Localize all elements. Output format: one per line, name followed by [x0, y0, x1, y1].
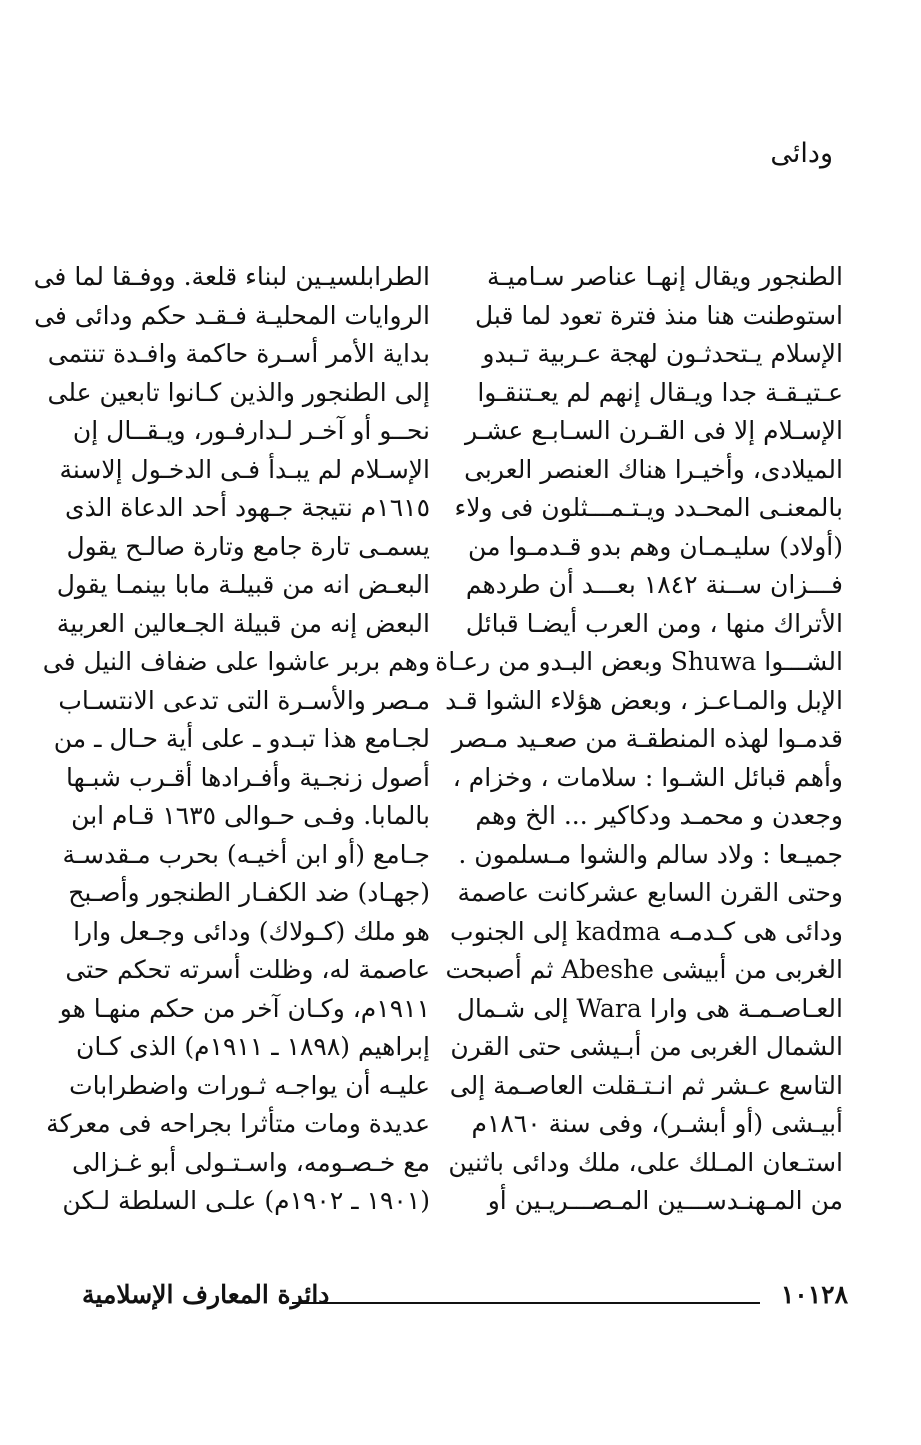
text-line: عاصمة له، وظلت أسرته تحكم حتى: [65, 955, 430, 984]
text-line: أصول زنجـية وأفـرادها أقـرب شبـها: [66, 762, 430, 792]
text-line: الطنجور ويقال إنهـا عناصر سـاميـة: [486, 262, 843, 291]
text-line: فـــزان ســنة ١٨٤٢ بعـــد أن طردهم: [465, 570, 843, 599]
text-line: الإسـلام إلا فى القـرن السـابـع عشـر: [464, 416, 843, 445]
left-text-column: [33, 258, 430, 1221]
text-line: الغربى من أبيشى Abeshe ثم أصبحت: [445, 955, 843, 984]
text-line: نحــو أو آخـر لـدارفـور، ويـقــال إن: [72, 416, 430, 445]
text-line: ودائى هى كـدمـه kadma إلى الجنوب: [450, 916, 843, 946]
text-line: أبيـشى (أو أبشـر)، وفى سنة ١٨٦٠م: [471, 1109, 843, 1138]
text-line: الميلادى، وأخيـرا هناك العنصر العربى: [464, 454, 843, 484]
text-line: ١٦١٥م نتيجة جـهود أحد الدعاة الذى: [65, 493, 430, 522]
text-line: الشمال الغربى من أبـيشى حتى القرن: [450, 1032, 843, 1061]
publication-title: دائرة المعارف الإسلامية: [82, 1280, 330, 1309]
text-line: استوطنت هنا منذ فترة تعود لما قبل: [475, 300, 843, 330]
text-line: وأهم قبائل الشـوا : سلامات ، وخزام ،: [452, 762, 843, 792]
text-line: جـامع (أو ابن أخيـه) بحرب مـقدسـة: [62, 839, 430, 869]
text-line: الأتراك منها ، ومن العرب أيضـا قبائل: [465, 608, 843, 638]
text-line: لجـامع هذا تبـدو ـ على أية حـال ـ من: [53, 724, 430, 753]
text-line: إلى الطنجور والذين كـانوا تابعين على: [47, 377, 430, 407]
text-line: إبراهيم (١٨٩٨ ـ ١٩١١م) الذى كـان: [76, 1032, 430, 1061]
text-line: (١٩٠١ ـ ١٩٠٢م) علـى السلطة لـكن: [62, 1186, 430, 1215]
text-line: وجعدن و محمـد ودكاكير ... الخ وهم: [475, 801, 843, 830]
text-line: وحتى القرن السابع عشركانت عاصمة: [457, 878, 843, 907]
text-line: البعض إنه من قبيلة الجـعالين العربية: [56, 608, 430, 638]
text-line: هو ملك (كـولاك) ودائى وجـعل وارا: [73, 916, 430, 946]
text-line: (أولاد) سليـمـان وهم بدو قـدمـوا من: [468, 531, 843, 561]
right-text-column: [435, 258, 843, 1221]
text-line: التاسع عـشر ثم انـتـقلت العاصـمة إلى: [449, 1070, 843, 1100]
footer-divider: [292, 1302, 760, 1304]
text-line: الروايات المحليـة فـقـد حكم ودائى فى: [34, 300, 430, 330]
text-line: يسمـى تارة جامع وتارة صالـح يقول: [66, 531, 430, 561]
text-line: بالمابا. وفـى حـوالى ١٦٣٥ قـام ابن: [71, 801, 430, 830]
running-header: ودائى: [770, 138, 833, 169]
text-line: بالمعنـى المحـدد ويـتـمـــثلون فى ولاء: [454, 493, 843, 522]
text-line: مع خـصـومه، واسـتـولى أبو غـزالى: [72, 1147, 430, 1177]
text-line: مـصر والأسـرة التى تدعى الانتسـاب: [58, 685, 430, 715]
text-line: قدمـوا لهذه المنطقـة من صعـيد مـصر: [451, 724, 843, 753]
text-line: الشـــوا Shuwa وبعض البـدو من رعـاة: [435, 647, 843, 676]
text-line: (جهـاد) ضد الكفـار الطنجور وأصـبح: [68, 878, 430, 907]
text-line: الإسلام يـتحدثـون لهجة عـربية تـبدو: [482, 339, 843, 368]
text-line: البعـض انه من قبيلـة مابا بينمـا يقول: [56, 570, 430, 599]
text-line: بداية الأمر أسـرة حاكمة وافـدة تنتمى: [47, 339, 430, 368]
page-number: ١٠١٢٨: [780, 1280, 848, 1309]
text-line: من المـهنـدســـين المـصـــريـين أو: [487, 1186, 843, 1215]
text-line: وهم بربر عاشوا على ضفاف النيل فى: [42, 647, 430, 676]
text-line: جميـعا : ولاد سالم والشوا مـسلمون .: [458, 839, 843, 869]
text-line: عديدة ومات متأثرا بجراحه فى معركة: [46, 1109, 430, 1138]
text-line: ١٩١١م، وكـان آخر من حكم منهـا هو: [59, 993, 430, 1023]
text-line: الطرابلسيـين لبناء قلعة. ووفـقا لما فى: [33, 262, 430, 291]
text-line: العـاصـمـة هى وارا Wara إلى شـمال: [456, 993, 843, 1023]
text-line: الإسـلام لم يبـدأ فـى الدخـول إلاسنة: [59, 454, 430, 484]
page-footer: [82, 1280, 848, 1320]
text-line: الإبل والمـاعـز ، وبعض هؤلاء الشوا قـد: [445, 685, 843, 715]
text-line: عـتيـقـة جدا ويـقال إنهم لم يعـتنقـوا: [477, 377, 843, 407]
text-line: عليـه أن يواجـه ثـورات واضطرابات: [69, 1070, 430, 1100]
text-line: استـعان المـلك على، ملك ودائى باثنين: [448, 1147, 843, 1177]
